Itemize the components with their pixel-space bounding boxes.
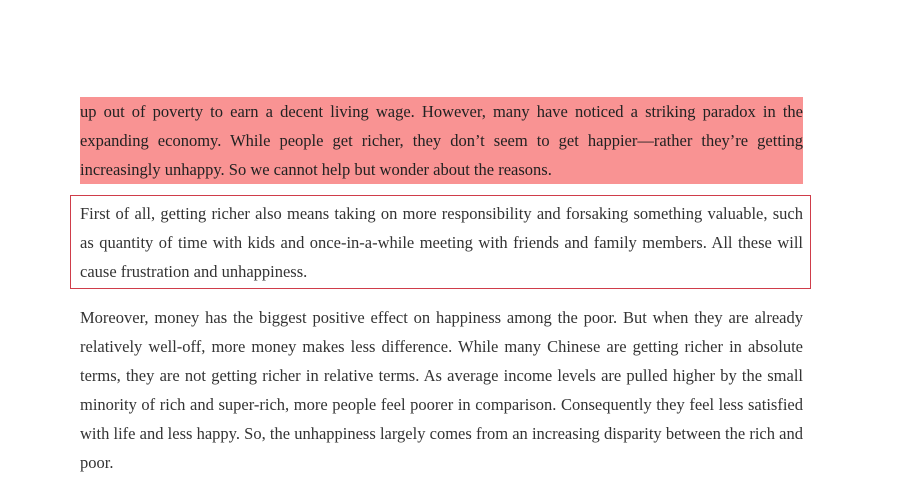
plain-paragraph[interactable]: Moreover, money has the biggest positive effect on happiness among the poor. But when they are already relatively well-off, more money makes less difference. While many Chinese are getting richer in absolute terms, they are not getting richer in relative terms. As average income levels are pulled higher by the small minority of rich and super-rich, more people feel poorer in comparison. Consequently they feel less satisfied with life and less happy. So, the unhappiness largely comes from an increasing disparity between the rich and poor. xyxy=(80,308,803,472)
highlighted-paragraph[interactable]: up out of poverty to earn a decent living wage. However, many have noticed a striking paradox in the expanding economy. While people get richer, they don’t seem to get happier—rather they’re getting increasingly unhappy. So we cannot help but wonder about the reasons. xyxy=(80,97,803,184)
boxed-paragraph[interactable]: First of all, getting richer also means taking on more responsibility and forsaking something valuable, such as quantity of time with kids and once-in-a-while meeting with friends and family members. All these will cause frustration and unhappiness. xyxy=(80,204,803,281)
